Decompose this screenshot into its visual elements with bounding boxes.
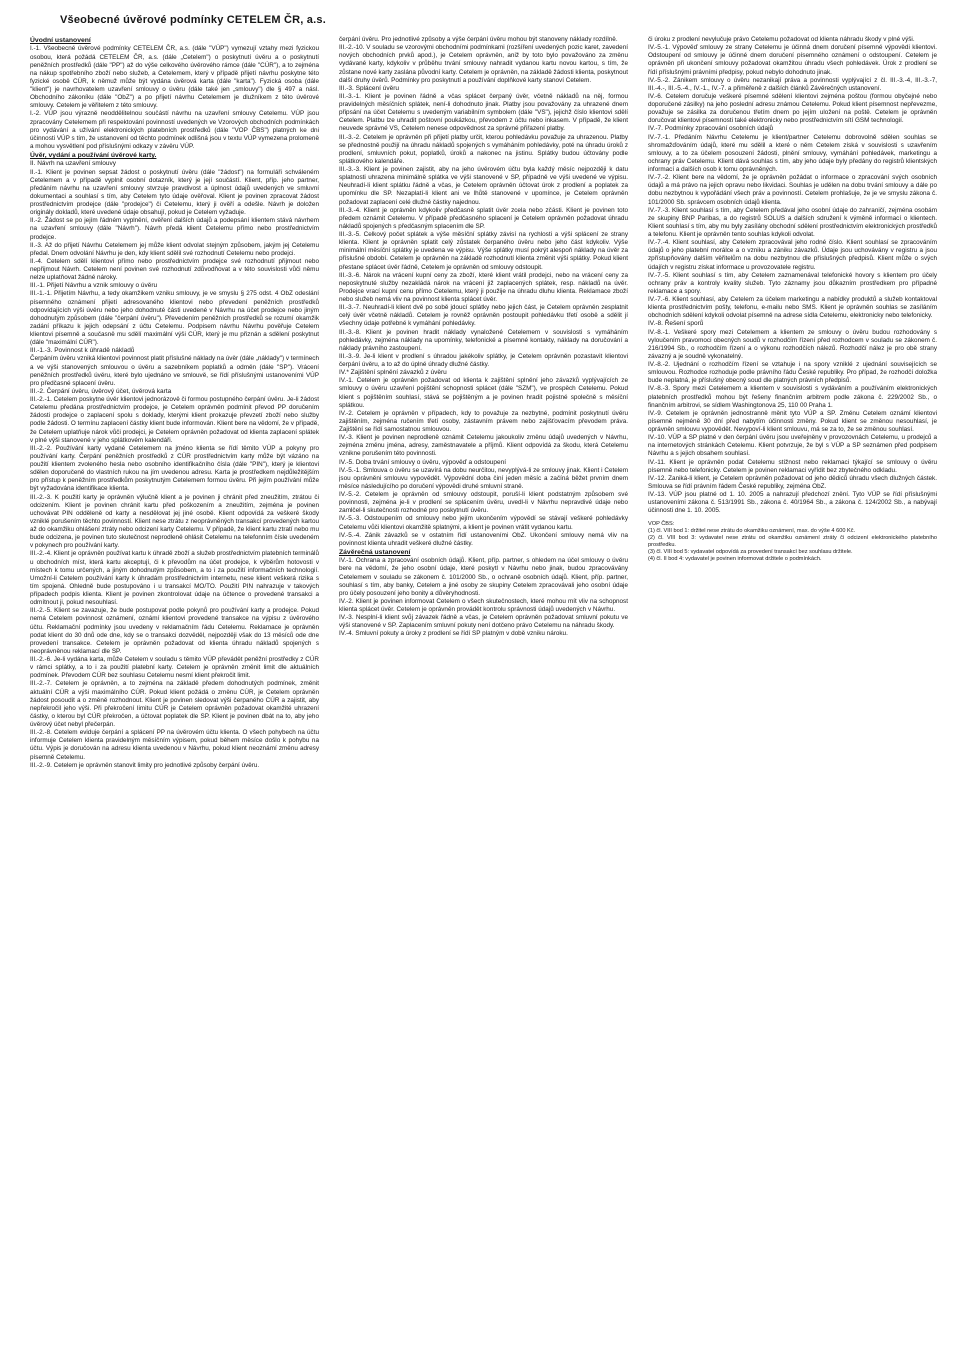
- footnotes-title: VOP ČBS:: [648, 521, 675, 528]
- paragraph: III.-3.-4. Klient je oprávněn kdykoliv předčasně splatit úvěr zcela nebo zčásti. Klient je povinen toto předem oznámit Cetelemu. V případě předčasného splacení je Cetelem oprávněn požadovat úhradu nákladů spojených s předčasným splacením dle SP.: [339, 206, 628, 230]
- paragraph: II.-2. Žádost se po jejím řádném vyplnění, ověření dalších údajů a podepsání klientem stává návrhem na uzavření smlouvy (dále "Návrh"). Návrh předá klient Cetelemu přímo nebo prostřednictvím prodejce.: [30, 217, 319, 241]
- paragraph: či úroku z prodlení nevylučuje právo Cetelemu požadovat od klienta náhradu škody v plné výši.: [648, 36, 915, 43]
- footnote: (1) čl. VIII bod 1: držitel nese ztrátu do okamžiku oznámení, max. do výše 4 600 Kč.: [648, 528, 856, 535]
- paragraph: IV.-7.-1. Předáním Návrhu Cetelemu je klient/partner Cetelemu dobrovolně sdělen souhlas se shromažďováním údajů, které mu sdělil a které o něm Cetelem získá v souvislosti s uzavřením smlouvy, a to za účelem posouzení žádosti, plnění smlouvy, vymáhání pohledávek, marketingu a ochrany práv Cetelemu. Klient dává souhlas s tím, aby jeho údaje byly předány do registrů klientských informací a dalších osob k tomu oprávněných.: [648, 133, 937, 173]
- paragraph: III.-3.-1. Klient je povinen řádně a včas splácet čerpaný úvěr, včetně nákladů na něj, formou pravidelných měsíčních splátek, není-li dohodnuto jinak. Platby jsou považovány za uhrazené dnem připsání na účet Cetelemu s uvedeným variabilním symbolem (dále "VS"), jejichž číslo klientovi sdělí Cetelem. Platbu lze uhradit poštovní poukázkou, převodem z účtu nebo inkasem. V případě, že klient neuvede správné VS, Cetelem nenese odpovědnost za správné přiřazení platby.: [339, 92, 628, 133]
- paragraph: IV.-7.-3. Klient souhlasí s tím, aby Cetelem předával jeho osobní údaje do zahraničí, zejména osobám ze skupiny BNP Paribas, a do registrů SOLUS a dalších sdružení k výměně informací o klientech. Klient souhlasí s tím, aby mu byly zasílány obchodní sdělení prostřednictvím elektronických prostředků a telefonu. Klient je oprávněn tento souhlas kdykoli odvolat.: [648, 206, 937, 238]
- paragraph: IV.-1. Ochrana a zpracování osobních údajů. Klient, příp. partner, s ohledem na účel smlouvy o úvěru bere na vědomí, že jeho osobní údaje, které poskytl v Návrhu nebo jinak, budou zpracovávány Cetelemem v souladu se zákonem č. 101/2000 Sb., o ochraně osobních údajů. Klient, příp. partner, souhlasí s tím, aby banky, Cetelem a jiné osoby ze skupiny Cetelem zpracovávali jeho osobní údaje pro účely posouzení jeho bonity a důvěryhodnosti.: [339, 557, 628, 597]
- paragraph: čerpání úvěru. Pro jednotlivé způsoby a výše čerpání úvěru mohou být stanoveny náklady rozdílně.: [339, 36, 618, 43]
- subsection-heading: IV.-7. Podmínky zpracování osobních údajů: [648, 125, 774, 133]
- paragraph: IV.-5.-4. Zánik závazků se v ostatním řídí ustanoveními ObZ. Ukončení smlouvy nemá vliv na povinnost klienta uhradit veškeré dlužné částky.: [339, 531, 628, 547]
- paragraph: III.-3.-9. Je-li klient v prodlení s úhradou jakékoliv splátky, je Cetelem oprávněn pozastavit klientovi čerpání úvěru, a to až do úplné úhrady dlužné částky.: [339, 352, 628, 368]
- subsection-heading: IV.* Zajištění splnění závazků z úvěru: [339, 369, 447, 377]
- document-title: Všeobecné úvěrové podmínky CETELEM ČR, a.s.: [60, 14, 326, 26]
- subsection-heading: IV.-8. Řešení sporů: [648, 320, 704, 328]
- paragraph: III.-2.-6. Je-li vydána karta, může Cetelem v souladu s těmito VÚP převádět peněžní prostředky z CÚR v rámci splátky, a to i za použití platební karty. Cetelem je oprávněn změnit limit dle aktuálních podmínek. Převodem CÚR bez souhlasu Cetelemu nesmí klient překročit limit.: [30, 656, 319, 680]
- paragraph: IV.-7.-2. Klient bere na vědomí, že je oprávněn požádat o informace o zpracování svých osobních údajů a má právo na jejich opravu nebo likvidaci. Souhlas je udělen na dobu trvání smlouvy a dále po dobu nezbytnou k vypořádání všech práv a povinností. Cetelem prohlašuje, že je ve smyslu zákona č. 101/2000 Sb. správcem osobních údajů klienta.: [648, 174, 937, 206]
- paragraph: IV.-5.-3. Odstoupením od smlouvy nebo jejím ukončením výpovědí se stávají veškeré pohledávky Cetelemu vůči klientovi okamžitě splatnými, a klient je povinen vrátit vydanou kartu.: [339, 515, 628, 531]
- subsection-heading: II. Návrh na uzavření smlouvy: [30, 160, 116, 168]
- paragraph: III.-2.-1. Cetelem poskytne úvěr klientovi jednorázově či formou postupného čerpání úvěru. Je-li žádost Cetelemu předána prostřednictvím prodejce, je Cetelem oprávněn podmínit převod PP doručením žádosti prodejce o zaplacení spolu s doklady, kterými klient prokazuje převzetí zboží nebo služby podle žádosti. O termínu zaplacení částky klient bude informován. Klient bere na vědomí, že v případě, že Cetelem uplatňuje nárok vůči prodejci, je Cetelem oprávněn požadovat od klienta zaplacení splátek v plné výši stanovené v jeho splátkovém kalendáři.: [30, 396, 319, 444]
- footnotes: [648, 521, 937, 563]
- paragraph: IV.-7.-5. Klient souhlasí s tím, aby Cetelem zaznamenával telefonické hovory s klientem pro účely ochrany práv a kontroly kvality služeb. Tyto záznamy jsou důkazním prostředkem pro případné reklamace a spory.: [648, 271, 937, 295]
- section-heading: Závěrečná ustanovení: [339, 548, 411, 556]
- footnote: (2) čl. VIII bod 3: vydavatel nese ztrátu od okamžiku oznámení ztráty či odcizení elektronického platebního prostředku.: [648, 535, 937, 549]
- paragraph: IV.-9. Cetelem je oprávněn jednostranně měnit tyto VÚP a SP. Změnu Cetelem oznámí klientovi písemně nejméně 30 dní před nabytím účinnosti změny. Pokud klient se změnou nesouhlasí, je oprávněn smlouvu vypovědět. Nevypoví-li klient smlouvu, má se za to, že se změnou souhlasí.: [648, 409, 937, 433]
- paragraph: IV.-8.-3. Spory mezi Cetelemem a klientem v souvislosti s vydáváním a používáním elektronických platebních prostředků mohou být řešeny finančním arbitrem podle zákona č. 229/2002 Sb., o finančním arbitrovi, se sídlem Washingtonova 25, 110 00 Praha 1.: [648, 385, 937, 409]
- subsection-heading: IV.-5. Doba trvání smlouvy o úvěru, výpověď a odstoupení: [339, 458, 507, 466]
- subsection-heading: III.-2. Čerpání úvěru, úvěrový účet, úvěrová karta: [30, 387, 172, 395]
- paragraph: IV.-13. VÚP jsou platné od 1. 10. 2005 a nahrazují předchozí znění. Tyto VÚP se řídí příslušnými ustanoveními zákona č. 513/1991 Sb., zákona č. 40/1964 Sb., a zákona č. 124/2002 Sb., a nabývají účinnosti dne 1. 10. 2005.: [648, 491, 937, 515]
- paragraph: Čerpáním úvěru vzniká klientovi povinnost platit příslušné náklady na úvěr (dále „náklady") v termínech a ve výši stanovených smlouvou o úvěru a sazebníkem poplatků a odměn (dále "SP"). Vrácení peněžních prostředků úvěru, které bylo ujednáno ve smlouvě, se řídí příslušnými ustanoveními VÚP pro předčasné splacení úvěru.: [30, 355, 319, 387]
- subsection-heading: III.-1.-3. Povinnost k úhradě nákladů: [30, 347, 135, 355]
- paragraph: I.-1. Všeobecné úvěrové podmínky CETELEM ČR, a.s. (dále "VÚP") vymezují vztahy mezi fyzickou osobou, která požádá CETELEM ČR, a.s. (dále „Cetelem") o poskytnutí úvěru a o poskytnutí peněžních prostředků (dále "PP") až do výše celkového úvěrového rámce (dále "CÚR"), a to zejména na nákup spotřebního zboží nebo služeb, a Cetelemem, který v případě přijetí návrhu poskytne této fyzické osobě CÚR, k němuž může být vydána úvěrová karta (dále "karta"). Fyzická osoba (dále "klient") je navrhovatelem uzavření smlouvy o úvěru (dále také jen „smlouvy") dle § 497 a násl. Obchodního zákoníku (dále "ObZ") a po přijetí návrhu Cetelemem je dlužníkem z této úvěrové smlouvy. Cetelem je věřitelem z této smlouvy.: [30, 45, 319, 110]
- paragraph: III.-2.-7. Cetelem je oprávněn, a to zejména na základě předem dohodnutých podmínek, změnit aktuální CÚR a výši maximálního CÚR. Pokud klient požádá o změnu CÚR, je Cetelem oprávněn žádost posoudit a o změně rozhodnout. Klient je povinen sledovat výši čerpaného CÚR a zajistit, aby nepřekročil jeho výši. Při překročení limitu CÚR je Cetelem oprávněn požadovat okamžité uhrazení částky, o kterou byl CÚR překročen, a účtovat poplatek dle SP. Klient je povinen dbát na to, aby jeho úvěrový účet nebyl přečerpán.: [30, 680, 319, 729]
- paragraph: III.-3.-3. Klient je povinen zajistit, aby na jeho úvěrovém účtu byla každý měsíc nejpozději k datu splatnosti uhrazena minimálně splátka ve výši stanovené v SP, případně ve výši uvedené ve výpisu. Neuhradí-li klient splátku řádně a včas, je Cetelem oprávněn účtovat úrok z prodlení a poplatek za upomínku dle SP. Nezaplatí-li klient ani ve lhůtě stanovené v upomínce, je Cetelem oprávněn požadovat zaplacení celé dlužné částky najednou.: [339, 166, 628, 206]
- subsection-heading: III.-1. Přijetí Návrhu a vznik smlouvy o úvěru: [30, 282, 158, 290]
- paragraph: III.-2.-3. K použití karty je oprávněn výlučně klient a je povinen ji chránit před zneužitím, ztrátou či odcizením. Klient je povinen chránit kartu před poškozením a zneužitím, zejména je povinen uchovávat PIN odděleně od karty a nesdělovat jej jiné osobě. Klient odpovídá za veškeré škody vzniklé porušením těchto povinností. Klient nese ztrátu z neoprávněných transakcí provedených kartou až do okamžiku ohlášení ztráty nebo odcizení karty Cetelemu. V případě, že klient kartu ztratí nebo mu bude odcizena, je povinen tuto skutečnost neprodleně ohlásit Cetelemu na telefonním čísle uvedeném v pokynech pro používání karty.: [30, 493, 319, 550]
- paragraph: IV.-7.-4. Klient souhlasí, aby Cetelem zpracovával jeho rodné číslo. Klient souhlasí se zpracováním údajů o jeho platební morálce a o vzniku a zániku závazků. Údaje jsou uchovávány v registru a jsou zpřístupňovány dalším věřitelům na dobu nezbytnou dle příslušných předpisů. Klient může o svých údajích v registru získat informace u provozovatele registru.: [648, 239, 937, 271]
- footnote: (4) čl. II bod 4: vydavatel je povinen informovat držitele o podmínkách.: [648, 556, 822, 563]
- paragraph: IV.-12. Zaniká-li klient, je Cetelem oprávněn požadovat od jeho dědiců úhradu všech dlužných částek. Smlouva se řídí právním řádem České republiky, zejména ObZ.: [648, 474, 937, 490]
- paragraph: III.-2.-8. Cetelem eviduje čerpání a splácení PP na úvěrovém účtu klienta. O všech pohybech na účtu informuje Cetelem klienta pravidelným měsíčním výpisem, pokud během měsíce došlo k pohybu na účtu. Výpis je doručován na adresu klienta uvedenou v Návrhu, pokud klient neoznámí změnu adresy písemně Cetelemu.: [30, 729, 319, 761]
- paragraph: IV.-5.-1. Smlouva o úvěru se uzavírá na dobu neurčitou, nevyplývá-li ze smlouvy jinak. Klient i Cetelem jsou oprávněni smlouvu vypovědět. Výpovědní doba činí jeden měsíc a začíná běžet prvním dnem měsíce následujícího po doručení výpovědi druhé smluvní straně.: [339, 466, 628, 490]
- paragraph: IV.-11. Klient je oprávněn podat Cetelemu stížnost nebo reklamaci týkající se smlouvy o úvěru písemně nebo telefonicky. Cetelem je povinen reklamaci vyřídit bez zbytečného odkladu.: [648, 458, 937, 474]
- paragraph: III.-2.-2. Používání karty vydané Cetelemem na jméno klienta se řídí těmito VÚP a pokyny pro používání karty. Čerpání peněžních prostředků z CÚR prostřednictvím karty může být vázáno na použití klientem zvoleného hesla nebo osobního identifikačního čísla (dále "PIN"), který je klientovi sdělen doporučeně do vlastních rukou na jím uvedenou adresu. Karta je prostředkem nejdůležitějším pro přístup k peněžním prostředkům poskytnutým Cetelemem formou úvěru. Při jejím používání může být vyžadována identifikace klienta.: [30, 444, 319, 493]
- paragraph: IV.-5.-1. Výpověď smlouvy ze strany Cetelemu je účinná dnem doručení písemné výpovědi klientovi. Odstoupení od smlouvy je účinné dnem doručení písemného oznámení o odstoupení. Cetelem je oprávněn při ukončení smlouvy požadovat okamžitou úhradu všech pohledávek. Úrok z prodlení se řídí příslušnými právními předpisy, pokud nebylo dohodnuto jinak.: [648, 44, 937, 76]
- paragraph: III.-3.-7. Neuhradí-li klient dvě po sobě jdoucí splátky nebo jejich část, je Cetelem oprávněn zesplatnit celý úvěr včetně nákladů. Cetelem je rovněž oprávněn postoupit pohledávku třetí osobě a sdělit jí všechny údaje potřebné k vymáhání pohledávky.: [339, 304, 628, 328]
- column-2: [339, 36, 628, 639]
- paragraph: IV.-4. Smluvní pokuty a úroky z prodlení se řídí SP platným v době vzniku nároku.: [339, 630, 568, 638]
- paragraph: II.-3. Až do přijetí Návrhu Cetelemem jej může klient odvolat stejným způsobem, jakým jej Cetelemu předal. Dnem odvolání Návrhu je den, kdy klient sdělil své rozhodnutí Cetelemu nebo prodejci.: [30, 241, 319, 257]
- section-heading: Úvodní ustanovení: [30, 37, 91, 44]
- paragraph: IV.-3. Klient je povinen neprodleně oznámit Cetelemu jakoukoliv změnu údajů uvedených v Návrhu, zejména změnu jména, adresy, zaměstnavatele a příjmů. Klient odpovídá za škodu, která Cetelemu vznikne porušením této povinnosti.: [339, 434, 628, 458]
- paragraph: IV.-5.-2. Cetelem je oprávněn od smlouvy odstoupit, poruší-li klient podstatným způsobem své povinnosti, zejména je-li v prodlení se splácením úvěru, uvedl-li v Návrhu nepravdivé údaje nebo zamlčel-li skutečnosti rozhodné pro poskytnutí úvěru.: [339, 491, 628, 515]
- column-3: [648, 36, 937, 563]
- section-heading: Úvěr, vydání a používání úvěrové karty.: [30, 152, 157, 160]
- paragraph: IV.-2. Klient je povinen informovat Cetelem o všech skutečnostech, které mohou mít vliv na schopnost klienta splácet úvěr. Cetelem je oprávněn provádět kontrolu správnosti údajů uvedených v Návrhu.: [339, 597, 628, 614]
- paragraph: III.-2.-10. V souladu se vzorovými obchodními podmínkami (rozšíření uvedených pozic karet, zavedení nových obchodních prvků apod.), je Cetelem oprávněn, aniž by toto bylo považováno za změnu vydávané karty, kdykoliv v průběhu trvání smlouvy nahradit vydanou kartu novou kartou, s tím, že zůstane nové karty zaslána původní karty. Cetelem je oprávněn, na základě žádosti klienta, poskytnout další druhy úvěrů. Podmínky pro poskytnutí a používání doplňkové karty stanoví Cetelem.: [339, 44, 628, 84]
- paragraph: IV.-2. Cetelem je oprávněn v případech, kdy to považuje za nezbytné, podmínit poskytnutí úvěru zajištěním, zejména ručením třetí osoby, zástavním právem nebo zajišťovacím převodem práva. Zajištění se řídí samostatnou smlouvou.: [339, 409, 628, 433]
- paragraph: IV.-6. Cetelem doručuje veškeré písemné sdělení klientovi zejména poštou (formou obyčejné nebo doporučené zásilky) na jeho poslední adresu známou Cetelemu. Pokud klient písemnost nepřevezme, považuje se zásilka za doručenou třetím dnem po jejím uložení na poště. Cetelem je oprávněn doručovat klientovi písemnosti také elektronicky nebo prostřednictvím sítí GSM technologií.: [648, 92, 937, 125]
- column-1: [30, 36, 319, 770]
- paragraph: III.-3.-8. Klient je povinen hradit náklady vynaložené Cetelemem v souvislosti s vymáháním pohledávky, zejména náklady na upomínky, telefonické a písemné kontakty, náklady na doručování a náklady právního zastoupení.: [339, 328, 628, 352]
- paragraph: III.-3.-5. Celkový počet splátek a výše měsíční splátky závisí na rychlosti a výši splácení ze strany klienta. Klient je oprávněn splatit celý zůstatek čerpaného úvěru nebo jeho část kdykoliv. Výše minimální měsíční splátky je uvedena ve výpisu. Výše splátky musí pokrýt alespoň náklady na úvěr za příslušné období. Cetelem je oprávněn na základě rozhodnutí klienta změnit výši splátky. Pokud klient přestane splácet úvěr řádně, Cetelem je oprávněn od smlouvy odstoupit.: [339, 231, 628, 271]
- paragraph: IV.-7.-6. Klient souhlasí, aby Cetelem za účelem marketingu a nabídky produktů a služeb kontaktoval klienta prostřednictvím pošty, telefonu, e-mailu nebo SMS. Klient je oprávněn souhlas se zasíláním obchodních sdělení kdykoli odvolat písemně na adrese sídla Cetelemu, elektronicky nebo telefonicky.: [648, 296, 937, 320]
- paragraph: IV.-5.-2. Zánikem smlouvy o úvěru nezanikají práva a povinnosti vyplývající z čl. III.-3.-4, III.-3.-7, III.-4.-, III.-5.-4., IV.-1., IV.-7. a přiměřeně z dalších článků Závěrečných ustanovení.: [648, 76, 937, 92]
- paragraph: III.-2.-9. Cetelem je oprávněn stanovit limity pro jednotlivé způsoby čerpání úvěru.: [30, 761, 260, 769]
- subsection-heading: III.-3. Splácení úvěru: [339, 84, 399, 92]
- paragraph: IV.-8.-1. Veškeré spory mezi Cetelemem a klientem ze smlouvy o úvěru budou rozhodovány s vyloučením pravomoci obecných soudů v rozhodčím řízení před rozhodcem v souladu se zákonem č. 216/1994 Sb., o rozhodčím řízení a o výkonu rozhodčích nálezů. Rozhodčí nález je pro obě strany závazný a je soudně vykonatelný.: [648, 328, 937, 360]
- paragraph: III.-2.-5. Klient se zavazuje, že bude postupovat podle pokynů pro používání karty a prodejce. Pokud nemá Cetelem povinnost oznámení, oznámí klientovi provedené transakce na výpisu z úvěrového účtu. Reklamační podmínky jsou uvedeny v reklamačním řádu Cetelemu. Reklamace je oprávněn podat klient do 30 dnů ode dne, kdy se o transakci dozvěděl, nejpozději však do 13 měsíců ode dne provedení transakce. Cetelem je oprávněn požadovat od klienta úhradu nákladů spojených s neoprávněnou reklamací dle SP.: [30, 607, 319, 655]
- paragraph: I.-2. VÚP jsou výrazně neoddělitelnou součástí návrhu na uzavření smlouvy Cetelemu. VÚP jsou zpracovány Cetelemem při respektování povinností uvedených ve Vzorových obchodních podmínkách pro vydávání a užívání elektronických platebních prostředků (dále "VOP ČBS") platných ke dni účinnosti VÚP s tím, že ustanovení od těchto podmínek odlišná jsou v textu VÚP vymezena prolomeně a mohou vysvětlení pod příslušnými odkazy v závěru VÚP.: [30, 110, 319, 150]
- paragraph: III.-1.-1. Přijetím Návrhu, a tedy okamžikem vzniku smlouvy, je ve smyslu § 275 odst. 4 ObZ odeslání písemného oznámení přijetí adresovaného klientovi nebo převedení peněžních prostředků odpovídajících výši úvěru nebo jeho dohodnuté části uvedené v Návrhu na účet prodejce nebo jiným dohodnutým způsobem (dále "čerpání úvěru"). Převedením peněžních prostředků se rozumí okamžik zadání příkazu k jejich odepsání z účtu Cetelemu. Podpisem návrhu Návrhu pověřuje Cetelem klientovi písemně a současně mu sdělí maximální výši CÚR, který je mu přiznán a sdělení poskytnut (dále "maximální CÚR").: [30, 290, 319, 347]
- paragraph: III.-3.-2. Cetelem je oprávněn při přijetí platby určit, kterou pohledávku považuje za uhrazenou. Platby se přednostně použijí na úhradu nákladů spojených s vymáháním pohledávky, poté na úhradu úroků z prodlení, smluvních pokut, poplatků, úroků a nakonec na jistinu. Splátky budou účtovány podle splátkového kalendáře.: [339, 133, 628, 165]
- paragraph: III.-2.-4. Klient je oprávněn používat kartu k úhradě zboží a služeb prostřednictvím platebních terminálů u obchodních míst, která kartu akceptují, či k převodům na účet prodejce, k výběrům hotovosti v místech k tomu určených, a jiným dohodnutým způsobem, a to i za použití informačních technologií. Umožní-li Cetelem používání karty k úhradám prostřednictvím internetu, nese klient veškerá rizika s tím spojená. Ohledně bude postupováno i u transakcí MO/TO. Použití PIN nahrazuje v takových případech podpis klienta. Klient je povinen zkontrolovat údaje na účtence o provedené transakci a odmítnout ji, pokud nesouhlasí.: [30, 550, 319, 607]
- paragraph: IV.-3. Nesplní-li klient svůj závazek řádně a včas, je Cetelem oprávněn požadovat smluvní pokutu ve výši stanovené v SP. Zaplacením smluvní pokuty není dotčeno právo Cetelemu na náhradu škody.: [339, 614, 628, 630]
- footnote: (3) čl. VIII bod 5: vydavatel odpovídá za provedení transakcí bez souhlasu držitele.: [648, 549, 853, 556]
- paragraph: III.-3.-6. Nárok na vrácení kupní ceny za zboží, které klient vrátil prodejci, nebo na vrácení ceny za neposkytnuté služby nezakládá nárok na vrácení již zaplacených splátek, resp. nákladů na úvěr. Prodejce vrací kupní cenu přímo Cetelemu, který ji použije na úhradu dluhu klienta. Reklamace zboží nebo služeb nemá vliv na povinnost klienta splácet úvěr.: [339, 271, 628, 303]
- paragraph: IV.-8.-2. Ujednání o rozhodčím řízení se vztahuje i na spory vzniklé z ujednání souvisejících se smlouvou. Rozhodce rozhoduje podle právního řádu České republiky. Pro případ, že rozhodčí doložka bude neplatná, je příslušný obecný soud dle platných právních předpisů.: [648, 361, 937, 385]
- paragraph: II.-4. Cetelem sdělí klientovi přímo nebo prostřednictvím prodejce své rozhodnutí přijmout nebo nepřijmout Návrh. Cetelem není povinen své rozhodnutí zdůvodňovat a v této souvislosti vůči němu nelze uplatňovat žádné nároky.: [30, 257, 319, 282]
- columns: [30, 36, 938, 770]
- paragraph: II.-1. Klient je povinen sepsat žádost o poskytnutí úvěru (dále "žádost") na formuláři schváleném Cetelemem a v případě vyplnit osobní dotazník, který je její součástí. Klient, příp. jeho partner, předáním návrhu na uzavření smlouvy stvrzuje pravdivost a úplnost údajů uvedených ve smluvní dokumentaci a souhlasí s tím, aby Cetelem tyto údaje ověřoval. Klient je povinen zpracovat žádost prostřednictvím prodejce (dále "prodejce") či Cetelemu, který ji ověří a odešle. Návrh je doložen originály dokladů, které uvedené údaje obsahují, pokud je Cetelem vyžaduje.: [30, 168, 319, 217]
- paragraph: IV.-1. Cetelem je oprávněn požadovat od klienta k zajištění splnění jeho závazků vyplývajících ze smlouvy o úvěru uzavření pojištění schopnosti splácet (dále "SZM"), ve prospěch Cetelemu. Pokud klient s pojištěním souhlasí, stává se pojištěným a je povinen hradit pojistné společně s měsíční splátkou.: [339, 377, 628, 409]
- paragraph: IV.-10. VÚP a SP platné v den čerpání úvěru jsou uveřejněny v provozovnách Cetelemu, u prodejců a na internetových stránkách Cetelemu. Klient potvrzuje, že byl s VÚP a SP seznámen před podpisem Návrhu a s jejich obsahem souhlasí.: [648, 434, 937, 458]
